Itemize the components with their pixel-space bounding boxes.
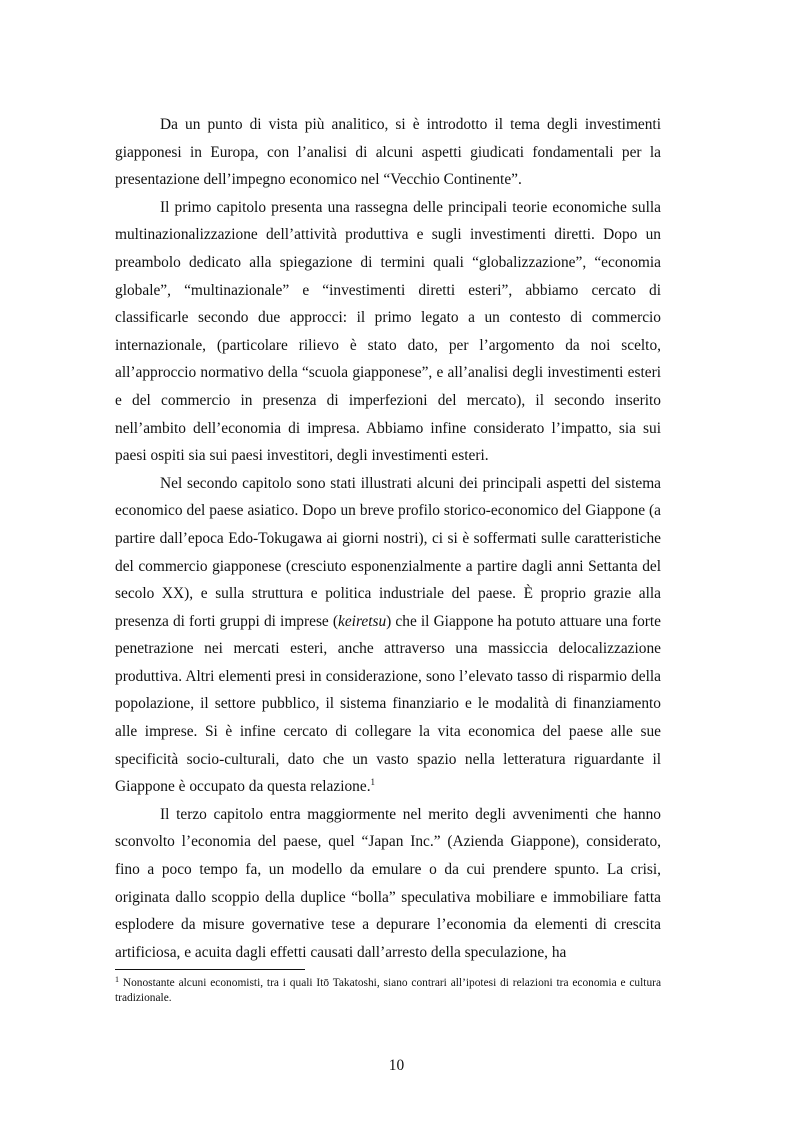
keiretsu-term: keiretsu [338, 612, 387, 630]
footnote-number: 1 [115, 975, 119, 984]
footnote-text: Nonostante alcuni economisti, tra i quali Itō Takatoshi, siano contrari all’ipotesi di relazioni tra economia e cultura tradizionale. [115, 977, 661, 1004]
second-chapter-text-b: ) che il Giappone ha potuto attuare una forte penetrazione nei mercati esteri, anche attraverso una massiccia delocalizzazione produttiva. Altri elementi presi in considerazione, sono l’elevato tasso di risparmio della popolazione, il settore pubblico, il sistema finanziario e le modalità di finanziamento alle imprese. Si è infine cercato di collegare la vita economica del paese alle sue specificità socio-culturali, dato che un vasto spazio nella letteratura riguardante il Giappone è occupato da questa relazione. [115, 612, 661, 796]
page-number: 10 [388, 1057, 405, 1074]
paragraph-analytic-view: Da un punto di vista più analitico, si è introdotto il tema degli investimenti giapponesi in Europa, con l’analisi di alcuni aspetti giudicati fondamentali per la presentazione dell’impegno economico nel “Vecchio Continente”. [115, 116, 661, 189]
paragraph-third-chapter: Il terzo capitolo entra maggiormente nel merito degli avvenimenti che hanno sconvolto l’economia del paese, quel “Japan Inc.” (Azienda Giappone), considerato, fino a poco tempo fa, un modello da emulare o da cui prendere spunto. La crisi, originata dallo scoppio della duplice “bolla” speculativa mobiliare e immobiliare fatta esplodere da misure governative tese a depurare l’economia da elementi di crescita artificiosa, e acuita dagli effetti causati dall’arresto della speculazione, ha [115, 805, 661, 961]
paragraph-first-chapter: Il primo capitolo presenta una rassegna delle principali teorie economiche sulla multinazionalizzazione dell’attività produttiva e sugli investimenti diretti. Dopo un preambolo dedicato alla spiegazione di termini quali “globalizzazione”, “economia globale”, “multinazionale” e “investimenti diretti esteri”, abbiamo cercato di classificarle secondo due approcci: il primo legato a un contesto di commercio internazionale, (particolare rilievo è stato dato, per l’argomento da noi scelto, all’approccio normativo della “scuola giapponese”, e all’analisi degli investimenti esteri e del commercio in presenza di imperfezioni del mercato), il secondo inserito nell’ambito dell’economia di impresa. Abbiamo infine considerato l’impatto, sia sui paesi ospiti sia sui paesi investitori, degli investimenti esteri. [115, 198, 661, 465]
footnote-divider [115, 969, 305, 970]
second-chapter-text-a: Nel secondo capitolo sono stati illustrati alcuni dei principali aspetti del sistema economico del paese asiatico. Dopo un breve profilo storico-economico del Giappone (a partire dall’epoca Edo-Tokugawa ai giorni nostri), ci si è soffermati sulle caratteristiche del commercio giapponese (cresciuto esponenzialmente a partire dagli anni Settanta del secolo XX), e sulla struttura e politica industriale del paese. È proprio grazie alla presenza di forti gruppi di imprese ( [115, 474, 661, 630]
footnote [115, 976, 661, 1006]
paragraph-second-chapter [115, 470, 661, 801]
footnote-reference[interactable]: 1 [370, 777, 376, 788]
body-text [115, 111, 661, 966]
